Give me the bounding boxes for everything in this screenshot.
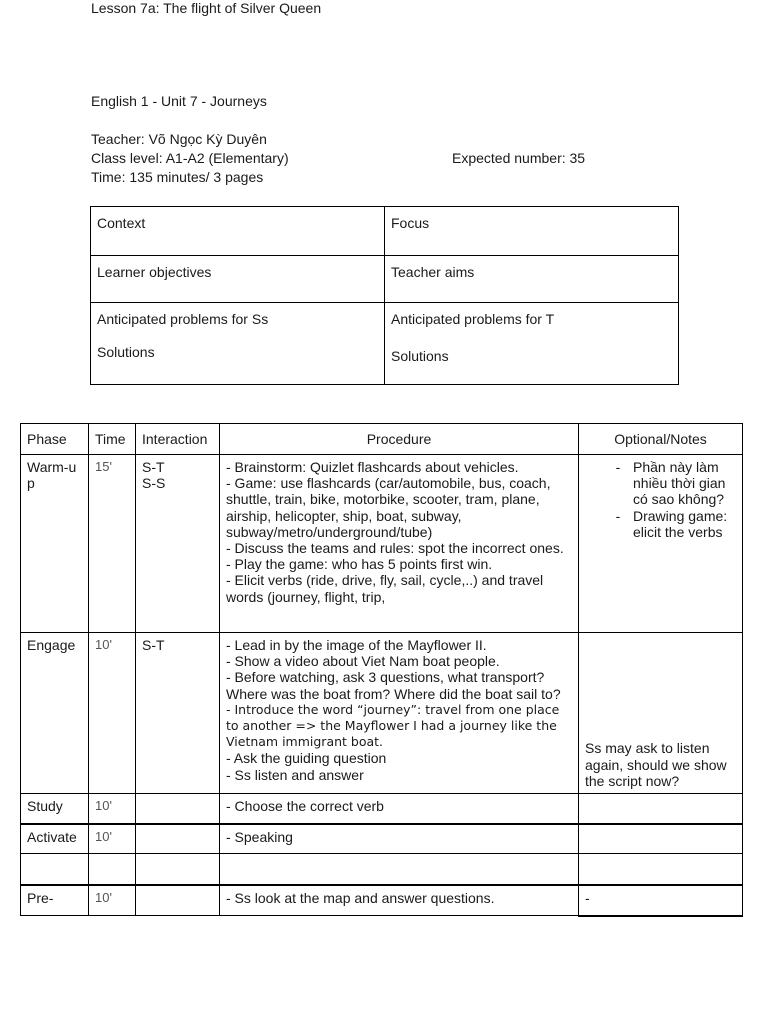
table-row	[21, 455, 743, 633]
phase-cell: Warm-up	[21, 455, 89, 633]
problems-ss-cell: Anticipated problems for Ss	[97, 311, 269, 327]
class-level: Class level: A1-A2 (Elementary)	[91, 150, 289, 166]
solutions-ss-cell: Solutions	[97, 344, 155, 360]
phase-cell	[21, 854, 89, 885]
teacher-name: Teacher: Võ Ngọc Kỳ Duyên	[91, 131, 267, 147]
table-row	[21, 854, 743, 885]
table-row	[21, 794, 743, 824]
table-row	[21, 885, 743, 916]
learner-objectives-cell: Learner objectives	[97, 264, 212, 280]
header-time: Time	[89, 424, 136, 455]
time-cell: 10'	[89, 633, 136, 794]
procedure-cell	[220, 455, 579, 633]
procedure-cell	[220, 633, 579, 794]
interaction-cell	[136, 633, 220, 794]
phase-cell: Activate	[21, 824, 89, 854]
interaction-cell	[136, 794, 220, 824]
context-cell: Context	[97, 215, 146, 231]
notes-cell	[579, 824, 743, 854]
procedure-cell	[220, 854, 579, 885]
procedure-cell: - Ss look at the map and answer questions.	[220, 885, 579, 916]
procedure-step: - Brainstorm: Quizlet flashcards about vehicles.	[226, 459, 519, 475]
interaction-item: S-S	[142, 475, 166, 492]
course-title: English 1 - Unit 7 - Journeys	[91, 93, 267, 109]
solutions-t-cell: Solutions	[391, 348, 449, 364]
header-interaction: Interaction	[136, 424, 220, 455]
procedure-cell: - Speaking	[220, 824, 579, 854]
phase-cell: Study	[21, 794, 89, 824]
procedure-step: - Game: use flashcards (car/automobile, bus, coach, shuttle, train, bike, motorbike, scooter, tram, plane, airship, helicopter, ship, boat, subway, subway/metro/underground/tube)	[226, 475, 551, 540]
procedure-step: - Elicit verbs (ride, drive, fly, sail, cycle,..) and travel words (journey, flight, trip,	[226, 572, 544, 605]
interaction-item: S-T	[142, 637, 165, 653]
procedure-step: - Introduce the word “journey”: travel from one place to another => the Mayflower I had a journey like the Vietnam immigrant boat.	[226, 701, 560, 750]
procedure-step: - Before watching, ask 3 questions, what transport? Where was the boat from? Where did the boat sail to?	[226, 669, 561, 702]
lesson-time: Time: 135 minutes/ 3 pages	[91, 169, 264, 185]
procedure-step: - Ask the guiding question	[226, 750, 387, 767]
time-cell: 10'	[89, 824, 136, 854]
phase-cell: Engage	[21, 633, 89, 794]
interaction-item: S-T	[142, 459, 165, 475]
interaction-cell	[136, 854, 220, 885]
notes-cell	[579, 854, 743, 885]
note-item: - Drawing game: elicit the verbs	[615, 507, 728, 540]
procedure-step: - Play the game: who has 5 points first win.	[226, 556, 493, 573]
phase-cell: Pre-	[21, 885, 89, 916]
header-phase: Phase	[21, 424, 89, 455]
lesson-title: Lesson 7a: The flight of Silver Queen	[91, 0, 322, 16]
teacher-aims-cell: Teacher aims	[391, 264, 475, 280]
note-item: - Phần này làm nhiều thời gian có sao không?	[615, 459, 726, 508]
notes-cell	[579, 633, 743, 794]
expected-number: Expected number: 35	[452, 150, 586, 166]
interaction-cell	[136, 455, 220, 633]
interaction-cell	[136, 885, 220, 916]
procedure-step: - Ss listen and answer	[226, 766, 364, 783]
procedure-step: - Lead in by the image of the Mayflower II.	[226, 637, 487, 653]
interaction-cell	[136, 824, 220, 854]
focus-cell: Focus	[391, 215, 430, 231]
time-cell	[89, 854, 136, 885]
time-cell: 15'	[89, 455, 136, 633]
problems-t-cell: Anticipated problems for T	[391, 311, 555, 327]
notes-cell: -	[579, 885, 743, 916]
procedure-step: - Discuss the teams and rules: spot the incorrect ones.	[226, 540, 564, 557]
time-cell: 10'	[89, 885, 136, 916]
overview-table	[90, 206, 679, 385]
header-procedure: Procedure	[220, 424, 579, 455]
notes-cell	[579, 794, 743, 824]
table-row	[21, 633, 743, 794]
table-row	[21, 824, 743, 854]
procedure-table	[20, 423, 743, 917]
notes-cell	[579, 455, 743, 633]
header-notes: Optional/Notes	[579, 424, 743, 455]
table-header-row	[21, 424, 743, 455]
note-text: Ss may ask to listen again, should we show the script now?	[585, 740, 727, 789]
procedure-step: - Show a video about Viet Nam boat people.	[226, 653, 500, 670]
time-cell: 10'	[89, 794, 136, 824]
procedure-cell: - Choose the correct verb	[220, 794, 579, 824]
